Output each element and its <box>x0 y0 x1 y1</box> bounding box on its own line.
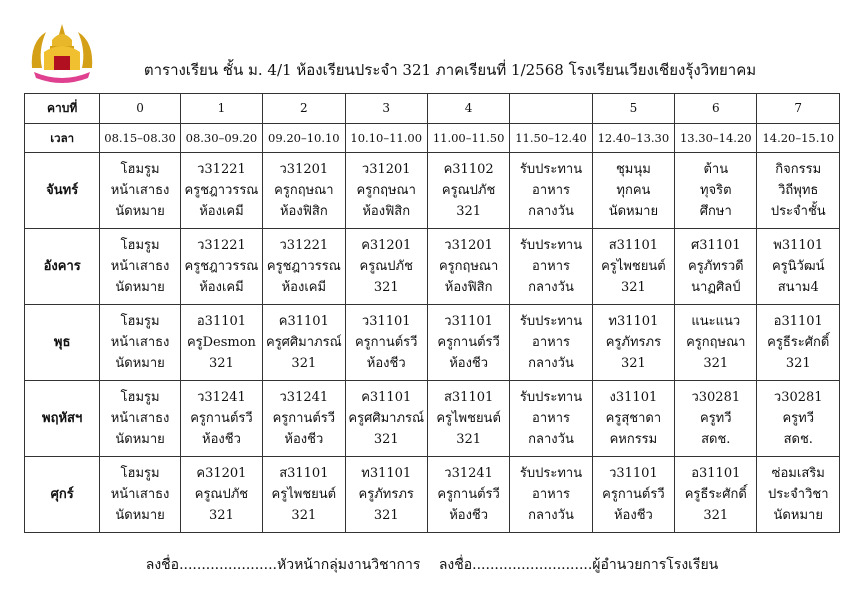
day-name: อังคาร <box>25 229 100 305</box>
signature-academic-head: ลงชื่อ......................หัวหน้ากลุ่มงานวิชาการ <box>145 557 421 573</box>
teacher-name: ครูทวี <box>700 411 732 426</box>
schedule-cell <box>180 229 262 305</box>
room-name: ห้องฟิสิก <box>444 280 493 295</box>
teacher-name: ครูชฎาวรรณ <box>184 259 259 274</box>
room-name: ห้องชีว <box>366 356 406 371</box>
teacher-name: ครูสุชาดา <box>605 411 662 426</box>
period-number: 1 <box>180 94 262 124</box>
subject-code: ค31101 <box>278 314 329 329</box>
teacher-name: ครูกฤษณา <box>686 335 746 350</box>
period-number <box>510 94 592 124</box>
schedule-cell <box>427 381 509 457</box>
room-name: สนาม4 <box>777 280 819 295</box>
subject-code: ศ31101 <box>690 238 741 253</box>
teacher-name: อาหาร <box>532 411 570 426</box>
room-name: 321 <box>373 280 399 295</box>
room-name: 321 <box>291 508 317 523</box>
teacher-name: ครูภัทรภร <box>605 335 662 350</box>
subject-code: ว31241 <box>279 390 329 405</box>
day-row <box>25 153 840 229</box>
room-name: 321 <box>209 508 234 523</box>
subject-code: โฮมรูม <box>120 238 160 253</box>
subject-code: ง31101 <box>609 390 658 405</box>
teacher-name: ครูกานต์รวี <box>190 411 253 426</box>
header-row-times <box>25 124 840 153</box>
subject-code: ว31221 <box>279 238 329 253</box>
time-slot: 13.30–14.20 <box>675 124 757 153</box>
room-name: นัดหมาย <box>773 508 823 523</box>
schedule-cell <box>757 305 840 381</box>
room-name: กลางวัน <box>528 204 574 219</box>
time-slot: 10.10–11.00 <box>345 124 427 153</box>
schedule-cell <box>510 153 592 229</box>
teacher-name: หน้าเสาธง <box>110 487 170 502</box>
room-name: 321 <box>291 356 317 371</box>
teacher-name: ครูไพชยนต์ <box>601 259 666 274</box>
subject-code: ค31101 <box>361 390 412 405</box>
subject-code: อ31101 <box>196 314 247 329</box>
schedule-cell <box>345 229 427 305</box>
subject-code: ว31101 <box>361 314 411 329</box>
schedule-cell <box>427 229 509 305</box>
subject-code: ว31201 <box>361 162 411 177</box>
room-name: 321 <box>456 432 482 447</box>
schedule-cell <box>345 305 427 381</box>
schedule-cell <box>510 457 592 533</box>
subject-code: อ31101 <box>691 466 741 481</box>
subject-code: ว31201 <box>444 238 493 253</box>
room-name: นัดหมาย <box>115 356 165 371</box>
header-row-periods <box>25 94 840 124</box>
room-name: 321 <box>703 508 729 523</box>
subject-code: ว30281 <box>691 390 741 405</box>
subject-code: รับประทาน <box>519 162 583 177</box>
room-name: 321 <box>620 280 646 295</box>
subject-code: โฮมรูม <box>120 466 160 481</box>
room-name: นัดหมาย <box>608 204 659 219</box>
schedule-cell <box>100 381 180 457</box>
period-number: 2 <box>263 94 345 124</box>
time-slot: 09.20–10.10 <box>263 124 345 153</box>
room-name: นัดหมาย <box>115 508 165 523</box>
room-name: 321 <box>209 356 234 371</box>
room-name: นัดหมาย <box>115 204 165 219</box>
schedule-cell <box>757 153 840 229</box>
subject-code: ส31101 <box>608 238 659 253</box>
room-name: กลางวัน <box>528 432 574 447</box>
signature-lines <box>0 554 864 576</box>
schedule-cell <box>427 305 509 381</box>
time-slot: 11.50–12.40 <box>510 124 592 153</box>
schedule-cell <box>675 457 757 533</box>
room-name: คหกรรม <box>609 432 658 447</box>
schedule-cell <box>100 457 180 533</box>
schedule-cell <box>427 457 509 533</box>
schedule-cell <box>510 229 592 305</box>
timetable <box>24 93 840 533</box>
teacher-name: ครูนิวัฒน์ <box>771 259 825 274</box>
teacher-name: ครูไพชยนต์ <box>436 411 501 426</box>
subject-code: โฮมรูม <box>120 314 160 329</box>
subject-code: ท31101 <box>608 314 659 329</box>
schedule-cell <box>100 153 180 229</box>
schedule-cell <box>675 153 757 229</box>
teacher-name: หน้าเสาธง <box>110 411 170 426</box>
room-name: ห้องเคมี <box>199 204 244 219</box>
time-slot: 12.40–13.30 <box>592 124 674 153</box>
teacher-name: ครูชฎาวรรณ <box>184 183 259 198</box>
teacher-name: อาหาร <box>532 335 570 350</box>
teacher-name: ครูกานต์รวี <box>437 487 500 502</box>
time-slot: 08.15–08.30 <box>100 124 180 153</box>
teacher-name: วิถีพุทธ <box>778 183 819 198</box>
room-name: สดช. <box>783 432 813 447</box>
period-label: คาบที่ <box>25 94 100 124</box>
room-name: ห้องชีว <box>613 508 653 523</box>
room-name: ห้องเคมี <box>199 280 244 295</box>
room-name: นัดหมาย <box>115 432 165 447</box>
schedule-cell <box>180 153 262 229</box>
period-number: 6 <box>675 94 757 124</box>
room-name: สดช. <box>701 432 731 447</box>
schedule-cell <box>592 457 674 533</box>
room-name: ศึกษา <box>699 204 732 219</box>
teacher-name: หน้าเสาธง <box>110 259 170 274</box>
teacher-name: ครูกานต์รวี <box>437 335 500 350</box>
teacher-name: ครูศศิมาภรณ์ <box>266 335 342 350</box>
teacher-name: ครูภัทรภร <box>358 487 414 502</box>
day-name: จันทร์ <box>25 153 100 229</box>
time-slot: 14.20–15.10 <box>757 124 840 153</box>
subject-code: ว31241 <box>444 466 493 481</box>
teacher-name: ครูทวี <box>782 411 815 426</box>
page-title: ตารางเรียน ชั้น ม. 4/1 ห้องเรียนประจำ 321 ภาคเรียนที่ 1/2568 โรงเรียนเวียงเชียงรุ้งวิทยาคม <box>143 61 757 79</box>
schedule-cell <box>263 229 345 305</box>
schedule-cell <box>757 229 840 305</box>
teacher-name: ครูกานต์รวี <box>354 335 418 350</box>
schedule-cell <box>263 305 345 381</box>
schedule-cell <box>180 305 262 381</box>
teacher-name: อาหาร <box>532 259 570 274</box>
room-name: ประจำชั้น <box>770 204 826 219</box>
room-name: กลางวัน <box>528 508 574 523</box>
teacher-name: ครูธีระศักดิ์ <box>684 487 747 502</box>
teacher-name: ครูภัทรวดี <box>688 259 744 274</box>
schedule-cell <box>180 457 262 533</box>
room-name: ห้องชีว <box>449 356 489 371</box>
teacher-name: ครูกฤษณา <box>274 183 334 198</box>
teacher-name: ครูณปภัช <box>194 487 249 502</box>
room-name: ห้องชีว <box>449 508 489 523</box>
day-row <box>25 381 840 457</box>
subject-code: รับประทาน <box>519 390 583 405</box>
period-number: 3 <box>345 94 427 124</box>
room-name: 321 <box>373 508 399 523</box>
subject-code: รับประทาน <box>519 466 583 481</box>
subject-code: โฮมรูม <box>120 162 160 177</box>
schedule-cell <box>345 457 427 533</box>
schedule-cell <box>675 305 757 381</box>
time-slot: 08.30–09.20 <box>180 124 262 153</box>
teacher-name: ครูไพชยนต์ <box>271 487 337 502</box>
schedule-cell <box>263 457 345 533</box>
room-name: 321 <box>620 356 646 371</box>
room-name: กลางวัน <box>528 280 574 295</box>
room-name: นาฏศิลป์ <box>691 280 741 295</box>
schedule-cell <box>100 305 180 381</box>
school-emblem-logo <box>26 18 98 90</box>
subject-code: ว31221 <box>197 162 246 177</box>
teacher-name: ครูกฤษณา <box>438 259 499 274</box>
subject-code: ว31101 <box>444 314 493 329</box>
subject-code: รับประทาน <box>519 238 583 253</box>
teacher-name: หน้าเสาธง <box>110 183 170 198</box>
room-name: ห้องชีว <box>202 432 241 447</box>
room-name: ห้องเคมี <box>281 280 327 295</box>
room-name: 321 <box>456 204 482 219</box>
subject-code: รับประทาน <box>519 314 583 329</box>
teacher-name: ครูศศิมาภรณ์ <box>348 411 425 426</box>
subject-code: ส31101 <box>279 466 329 481</box>
teacher-name: ครูกานต์รวี <box>272 411 336 426</box>
teacher-name: อาหาร <box>532 487 570 502</box>
subject-code: ว31221 <box>197 238 246 253</box>
subject-code: ว31241 <box>197 390 246 405</box>
period-number: 0 <box>100 94 180 124</box>
schedule-cell <box>592 381 674 457</box>
room-name: ห้องฟิสิก <box>279 204 328 219</box>
teacher-name: ครูกานต์รวี <box>602 487 665 502</box>
schedule-cell <box>263 381 345 457</box>
subject-code: ว31201 <box>279 162 329 177</box>
teacher-name: ครูDesmon <box>186 335 256 350</box>
teacher-name: ครูณปภัช <box>359 259 413 274</box>
subject-code: ซ่อมเสริม <box>771 466 825 481</box>
room-name: นัดหมาย <box>115 280 165 295</box>
schedule-cell <box>675 381 757 457</box>
teacher-name: หน้าเสาธง <box>110 335 170 350</box>
day-row <box>25 229 840 305</box>
subject-code: ท31101 <box>361 466 412 481</box>
subject-code: กิจกรรม <box>775 162 822 177</box>
schedule-cell <box>592 229 674 305</box>
schedule-cell <box>510 381 592 457</box>
teacher-name: ครูธีระศักดิ์ <box>767 335 830 350</box>
schedule-cell <box>263 153 345 229</box>
schedule-cell <box>592 153 674 229</box>
schedule-cell <box>180 381 262 457</box>
subject-code: อ31101 <box>773 314 823 329</box>
day-row <box>25 457 840 533</box>
schedule-cell <box>345 153 427 229</box>
subject-code: แนะแนว <box>691 314 741 329</box>
subject-code: ส31101 <box>443 390 494 405</box>
subject-code: ว30281 <box>773 390 823 405</box>
subject-code: ต้าน <box>703 162 729 177</box>
room-name: 321 <box>703 356 729 371</box>
period-number: 7 <box>757 94 840 124</box>
subject-code: พ31101 <box>773 238 824 253</box>
schedule-cell <box>510 305 592 381</box>
day-name: ศุกร์ <box>25 457 100 533</box>
subject-code: โฮมรูม <box>120 390 160 405</box>
day-row <box>25 305 840 381</box>
time-slot: 11.00–11.50 <box>427 124 509 153</box>
subject-code: ค31201 <box>196 466 247 481</box>
teacher-name: ครูกฤษณา <box>356 183 416 198</box>
schedule-cell <box>345 381 427 457</box>
subject-code: ค31201 <box>361 238 412 253</box>
subject-code: ชุมนุม <box>615 162 651 177</box>
teacher-name: ครูชฎาวรรณ <box>266 259 341 274</box>
schedule-cell <box>757 457 840 533</box>
teacher-name: ทุกคน <box>616 183 651 198</box>
schedule-cell <box>592 305 674 381</box>
teacher-name: อาหาร <box>532 183 570 198</box>
room-name: กลางวัน <box>528 356 574 371</box>
room-name: ห้องชีว <box>284 432 324 447</box>
schedule-cell <box>100 229 180 305</box>
room-name: 321 <box>785 356 811 371</box>
time-label: เวลา <box>25 124 100 153</box>
schedule-cell <box>675 229 757 305</box>
teacher-name: ครูณปภัช <box>441 183 496 198</box>
day-name: พฤหัสฯ <box>25 381 100 457</box>
schedule-cell <box>757 381 840 457</box>
subject-code: ว31101 <box>609 466 658 481</box>
signature-director: ลงชื่อ...........................ผู้อำนวยการโรงเรียน <box>438 557 719 573</box>
teacher-name: ทุจริต <box>699 183 732 198</box>
day-name: พุธ <box>25 305 100 381</box>
room-name: ห้องฟิสิก <box>362 204 411 219</box>
room-name: 321 <box>373 432 399 447</box>
schedule-cell <box>427 153 509 229</box>
teacher-name: ประจำวิชา <box>767 487 829 502</box>
period-number: 5 <box>592 94 674 124</box>
period-number: 4 <box>427 94 509 124</box>
subject-code: ค31102 <box>443 162 494 177</box>
